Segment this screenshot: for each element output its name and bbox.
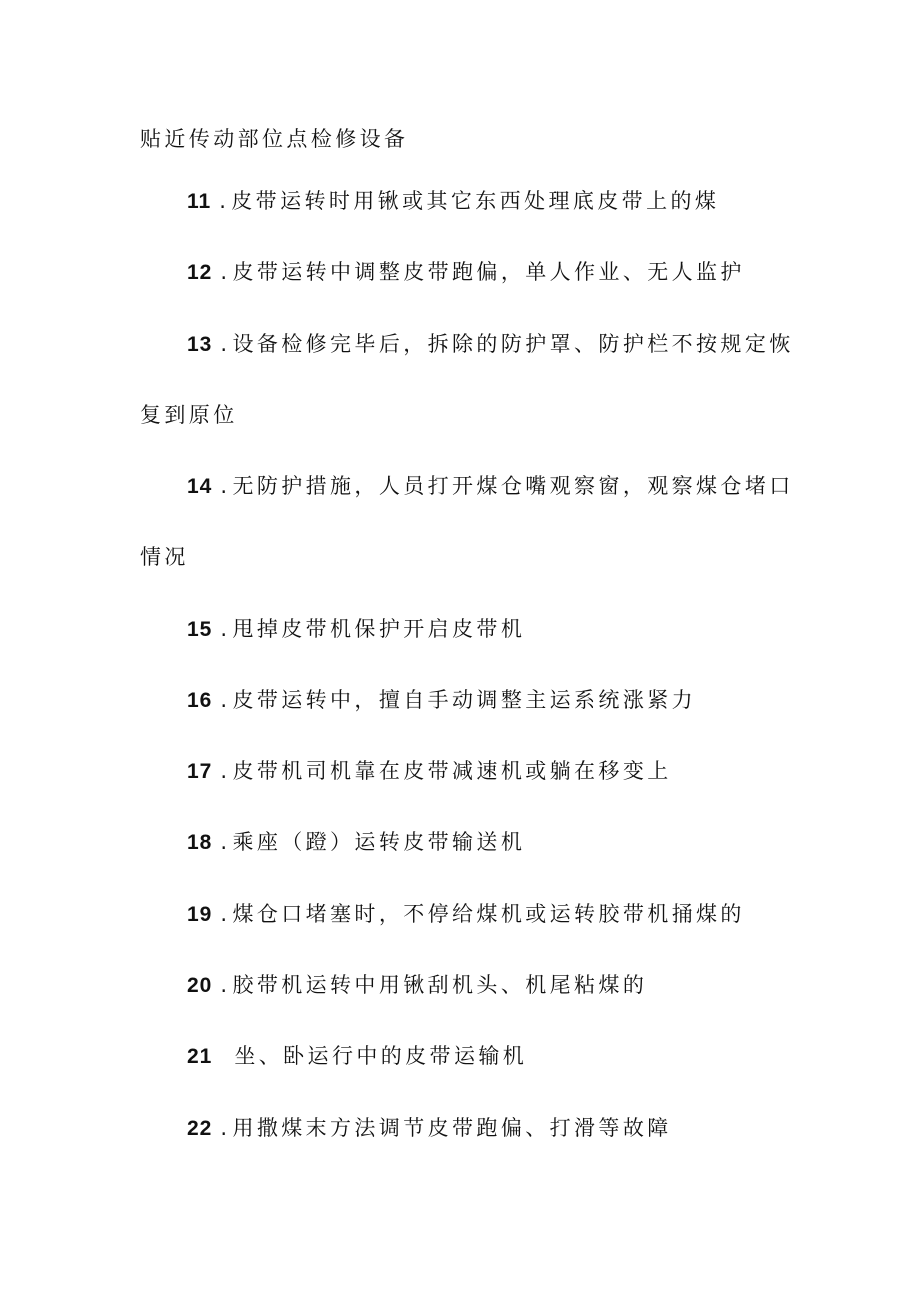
item-separator: . [220, 617, 231, 641]
item-text: 胶带机运转中用锹刮机头、机尾粘煤的 [232, 973, 648, 997]
item-number: 19 [187, 903, 213, 926]
item-text: 坐、卧运行中的皮带运输机 [234, 1044, 528, 1068]
list-item [187, 1114, 672, 1143]
list-item [187, 330, 794, 359]
item-number: 16 [187, 689, 213, 712]
item-number: 11 [187, 190, 212, 213]
item-text: 皮带运转时用锹或其它东西处理底皮带上的煤 [231, 189, 720, 213]
item-number: 13 [187, 333, 213, 356]
item-number: 14 [187, 475, 213, 498]
item-text-continuation: 情况 [140, 545, 189, 569]
item-separator: . [220, 830, 231, 854]
list-item [187, 1042, 527, 1071]
item-number: 12 [187, 261, 213, 284]
item-text: 设备检修完毕后，拆除的防护罩、防护栏不按规定恢 [232, 332, 794, 356]
item-separator: . [220, 759, 231, 783]
item-number: 15 [187, 618, 213, 641]
item-number: 18 [187, 831, 213, 854]
list-item [187, 258, 745, 287]
list-item-continuation [140, 543, 189, 571]
item-text: 煤仓口堵塞时，不停给煤机或运转胶带机捅煤的 [232, 902, 745, 926]
list-item [187, 757, 672, 786]
item-text: 乘座（蹬）运转皮带输送机 [232, 830, 526, 854]
item-number: 21 [187, 1045, 213, 1068]
list-item [187, 828, 525, 857]
item-separator: . [220, 474, 231, 498]
item-separator: . [220, 902, 231, 926]
item-separator: . [220, 332, 231, 356]
item-text: 皮带机司机靠在皮带减速机或躺在移变上 [232, 759, 672, 783]
item-separator: . [220, 973, 231, 997]
item-number: 17 [187, 760, 213, 783]
item-text: 无防护措施，人员打开煤仓嘴观察窗，观察煤仓堵口 [232, 474, 794, 498]
item-separator: . [220, 260, 231, 284]
list-item [187, 615, 525, 644]
item-number: 22 [187, 1117, 213, 1140]
item-separator: . [219, 189, 230, 213]
item-separator: . [220, 688, 231, 712]
item-text: 皮带运转中，擅自手动调整主运系统涨紧力 [232, 688, 697, 712]
item-text-continuation: 复到原位 [140, 403, 238, 427]
list-item [187, 900, 745, 929]
list-item [187, 187, 719, 216]
item-text: 皮带运转中调整皮带跑偏，单人作业、无人监护 [232, 260, 745, 284]
list-item [187, 686, 696, 715]
paragraph-text: 贴近传动部位点检修设备 [140, 127, 409, 151]
list-item-continuation [140, 401, 238, 429]
list-item [187, 971, 647, 1000]
item-text: 甩掉皮带机保护开启皮带机 [232, 617, 526, 641]
item-text: 用撒煤末方法调节皮带跑偏、打滑等故障 [232, 1116, 672, 1140]
item-number: 20 [187, 974, 213, 997]
continuation-line [140, 125, 408, 153]
item-separator: . [220, 1116, 231, 1140]
list-item [187, 472, 794, 501]
